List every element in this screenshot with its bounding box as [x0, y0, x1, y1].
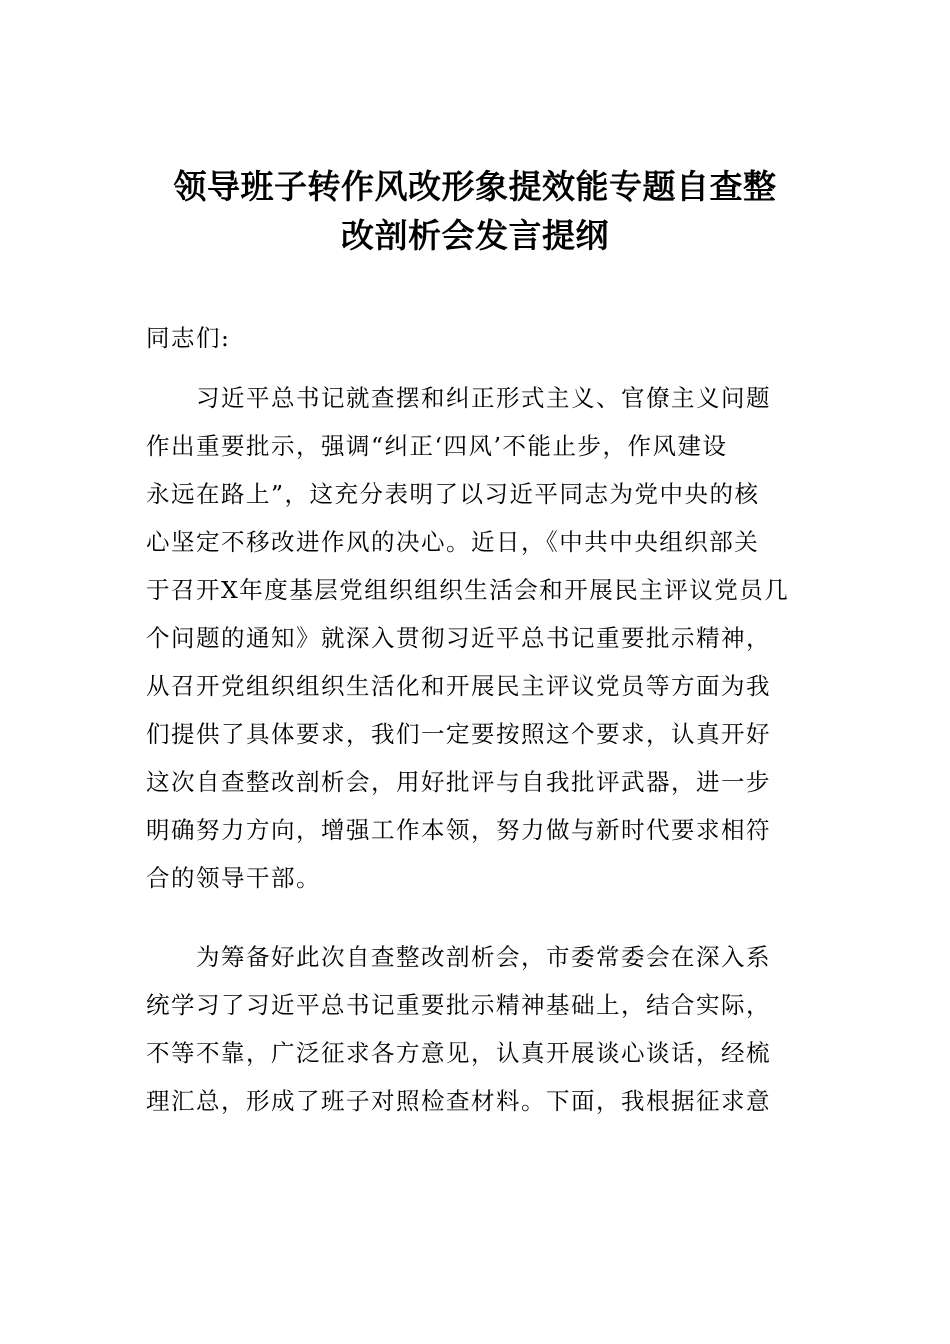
paragraph-line: 从召开党组织组织生活化和开展民主评议党员等方面为我	[146, 672, 771, 700]
title-line: 领导班子转作风改形象提效能专题自查整	[173, 167, 777, 206]
paragraph-line: 永远在路上”，这充分表明了以习近平同志为党中央的核	[146, 480, 760, 508]
salutation	[146, 314, 816, 362]
paragraph-line: 作出重要批示，强调“纠正‘四风’不能止步，作风建设	[146, 432, 728, 460]
paragraph-line: 合的领导干部。	[146, 864, 321, 892]
paragraph-line: 明确努力方向，增强工作本领，努力做与新时代要求相符	[146, 816, 771, 844]
document-title	[150, 162, 800, 260]
paragraph-line: 心坚定不移改进作风的决心。近日，《中共中央组织部关	[146, 528, 760, 556]
paragraph-2	[146, 933, 816, 1125]
salutation-text: 同志们:	[146, 324, 231, 352]
paragraph-line: 于召开X年度基层党组织组织生活会和开展民主评议党员几	[146, 576, 790, 604]
paragraph-1	[146, 374, 816, 902]
paragraph-line: 为筹备好此次自查整改剖析会，市委常委会在深入系	[196, 943, 771, 971]
paragraph-line: 不等不靠，广泛征求各方意见，认真开展谈心谈话，经梳	[146, 1039, 771, 1067]
paragraph-line: 们提供了具体要求，我们一定要按照这个要求，认真开好	[146, 720, 771, 748]
title-line: 改剖析会发言提纲	[341, 216, 609, 255]
paragraph-line: 习近平总书记就查摆和纠正形式主义、官僚主义问题	[196, 384, 771, 412]
paragraph-line: 统学习了习近平总书记重要批示精神基础上，结合实际，	[146, 991, 771, 1019]
paragraph-line: 这次自查整改剖析会，用好批评与自我批评武器，进一步	[146, 768, 771, 796]
paragraph-line: 理汇总，形成了班子对照检查材料。下面，我根据征求意	[146, 1087, 771, 1115]
paragraph-line: 个问题的通知》就深入贯彻习近平总书记重要批示精神，	[146, 624, 771, 652]
